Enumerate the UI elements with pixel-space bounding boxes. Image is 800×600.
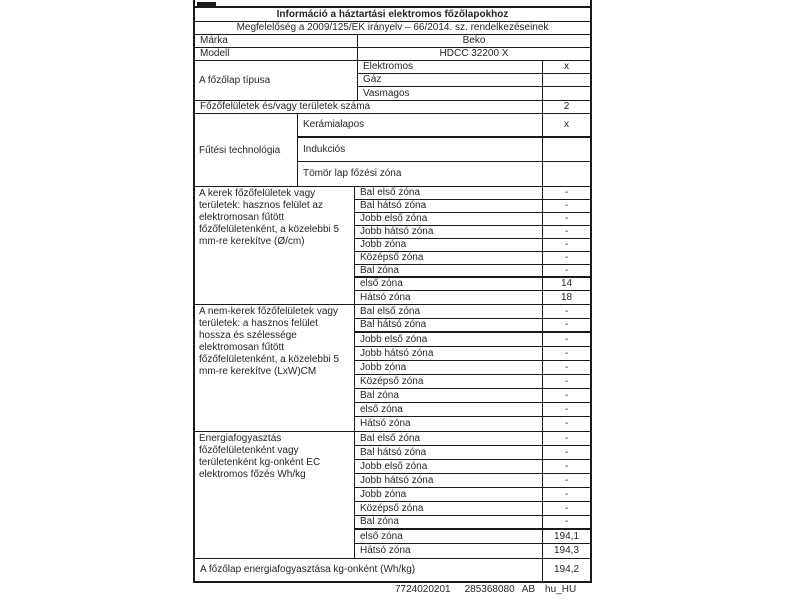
brand-value: Beko: [462, 35, 486, 46]
spec-row: [298, 138, 590, 162]
energy-consumption-section: [195, 432, 590, 559]
heating-technology-section: [195, 114, 590, 187]
zone-value: 194,3: [553, 545, 580, 556]
zone-row: [355, 502, 590, 516]
cut-off-cell-mark: [197, 2, 216, 6]
zone-label: Bal zóna: [355, 516, 543, 528]
zone-row: [355, 474, 590, 488]
energy-consumption-label: Energiafogyasztás főzőfelületenként vagy területenként kg-onként EC elektromos főzés Wh/kg: [195, 432, 355, 558]
spec-row: [358, 61, 590, 74]
footer-code: 285368080: [464, 584, 515, 595]
model-value: HDCC 32200 X: [439, 48, 509, 59]
spec-row: [358, 87, 590, 100]
zone-value: -: [564, 474, 569, 486]
surfaces-count-value: 2: [563, 101, 570, 112]
zone-value: -: [564, 305, 569, 317]
zone-row: [355, 291, 590, 304]
spec-label: Gáz: [358, 74, 543, 86]
zone-value: 194,1: [553, 530, 580, 542]
zone-value: -: [564, 432, 569, 444]
zone-row: [355, 226, 590, 239]
spec-label: Tömör lap főzési zóna: [298, 162, 543, 186]
zone-label: Bal első zóna: [355, 432, 543, 445]
heating-technology-label: Fűtési technológia: [195, 114, 298, 186]
zone-label: Hátsó zóna: [355, 291, 543, 304]
zone-row: [355, 361, 590, 375]
zone-label: Jobb első zóna: [355, 460, 543, 473]
surfaces-count-label: Főzőfelületek és/vagy területek száma: [195, 101, 543, 113]
zone-label: Bal zóna: [355, 265, 543, 276]
compliance-row: Megfelelőség a 2009/125/EK irányelv – 66/2014. sz. rendelkezéseinek: [195, 22, 590, 35]
zone-row: [355, 544, 590, 558]
zone-label: Bal zóna: [355, 389, 543, 402]
zone-row: [355, 446, 590, 460]
spec-value: [543, 138, 590, 161]
zone-label: első zóna: [355, 278, 543, 290]
zone-label: Hátsó zóna: [355, 544, 543, 558]
hob-energy-row: [195, 559, 590, 581]
zone-row: [355, 389, 590, 403]
zone-label: Jobb zóna: [355, 488, 543, 501]
zone-value: -: [564, 389, 569, 401]
spec-label: Kerámialapos: [298, 114, 543, 136]
zone-value: -: [564, 460, 569, 472]
surfaces-count-row: [195, 101, 590, 114]
zone-label: Jobb hátsó zóna: [355, 226, 543, 238]
zone-value: -: [564, 239, 569, 250]
brand-label: Márka: [195, 35, 358, 47]
zone-value: 14: [560, 278, 573, 289]
zone-row: [355, 460, 590, 474]
non-round-surfaces-section: [195, 305, 590, 432]
zone-value: -: [564, 418, 569, 429]
spec-value: [543, 87, 590, 100]
zone-row: [355, 319, 590, 333]
round-surfaces-section: [195, 187, 590, 305]
zone-row: [355, 278, 590, 291]
hob-type-section: [195, 61, 590, 101]
zone-row: [355, 200, 590, 213]
zone-label: Bal hátsó zóna: [355, 200, 543, 212]
zone-row: [355, 187, 590, 200]
zone-label: Bal hátsó zóna: [355, 319, 543, 331]
spec-label: Elektromos: [358, 61, 543, 73]
round-surfaces-label: A kerek főzőfelületek vagy területek: hasznos felület az elektromosan fűtött főzőfelületenként, a közelebbi 5 mm-re kerekítve (Ø/cm): [195, 187, 355, 304]
spec-value: x: [564, 119, 569, 130]
zone-row: [355, 375, 590, 389]
zone-label: Hátsó zóna: [355, 417, 543, 431]
model-row: [195, 48, 590, 61]
spec-label: Vasmagos: [358, 87, 543, 100]
zone-row: [355, 347, 590, 361]
zone-label: Középső zóna: [355, 375, 543, 388]
hob-type-label: A főzőlap típusa: [195, 61, 358, 100]
model-label: Modell: [195, 48, 358, 60]
spec-row: [358, 74, 590, 87]
zone-row: [355, 265, 590, 278]
cut-off-top-row: [195, 0, 590, 8]
zone-row: [355, 403, 590, 417]
non-round-surfaces-label: A nem-kerek főzőfelületek vagy területek: a hasznos felület hossza és szélessége elektromosan fűtött főzőfelületenként, a közelebbi 5 mm-re kerekítve (LxW)CM: [195, 305, 355, 431]
spec-value: [543, 74, 590, 86]
zone-label: Jobb hátsó zóna: [355, 474, 543, 487]
zone-row: [355, 252, 590, 265]
spec-value: [543, 162, 590, 186]
zone-label: Jobb zóna: [355, 361, 543, 374]
zone-label: Középső zóna: [355, 252, 543, 264]
zone-value: -: [564, 403, 569, 415]
zone-label: Jobb hátsó zóna: [355, 347, 543, 360]
zone-value: -: [564, 264, 569, 276]
zone-value: -: [564, 187, 569, 198]
footer-code: 7724020201: [395, 584, 451, 595]
footer-language-code: hu_HU: [545, 584, 577, 595]
zone-label: Jobb első zóna: [355, 333, 543, 346]
zone-value: -: [564, 488, 569, 500]
product-fiche-table: [193, 0, 592, 583]
zone-label: első zóna: [355, 403, 543, 416]
zone-value: -: [564, 333, 569, 345]
spec-row: [298, 162, 590, 186]
zone-label: Jobb első zóna: [355, 213, 543, 225]
zone-value: -: [564, 502, 569, 514]
zone-row: [355, 213, 590, 226]
zone-value: -: [564, 375, 569, 387]
zone-label: Középső zóna: [355, 502, 543, 515]
hob-energy-value: 194,2: [553, 564, 580, 575]
zone-label: Jobb zóna: [355, 239, 543, 251]
zone-value: -: [564, 226, 569, 237]
zone-label: Bal hátsó zóna: [355, 446, 543, 459]
zone-label: első zóna: [355, 530, 543, 543]
zone-value: -: [564, 252, 569, 263]
zone-value: -: [564, 319, 569, 330]
spec-row: [298, 114, 590, 138]
footer-code: AB: [521, 584, 536, 595]
document-footer: [395, 584, 576, 596]
hob-energy-label: A főzőlap energiafogyasztása kg-onként (Wh/kg): [195, 559, 543, 581]
zone-row: [355, 432, 590, 446]
zone-row: [355, 333, 590, 347]
table-title: Információ a háztartási elektromos főzőlapokhoz: [195, 8, 590, 22]
zone-row: [355, 305, 590, 319]
zone-value: -: [564, 361, 569, 373]
zone-value: 18: [560, 291, 573, 303]
spec-value: x: [564, 61, 569, 72]
zone-row: [355, 417, 590, 431]
zone-value: -: [564, 347, 569, 359]
zone-row: [355, 239, 590, 252]
zone-value: -: [564, 516, 569, 527]
brand-row: [195, 35, 590, 48]
zone-label: Bal első zóna: [355, 305, 543, 318]
spec-label: Indukciós: [298, 138, 543, 161]
zone-value: -: [564, 213, 569, 224]
zone-label: Bal első zóna: [355, 187, 543, 199]
zone-value: -: [564, 446, 569, 458]
zone-row: [355, 488, 590, 502]
zone-row: [355, 530, 590, 544]
zone-row: [355, 516, 590, 530]
zone-value: -: [564, 200, 569, 211]
